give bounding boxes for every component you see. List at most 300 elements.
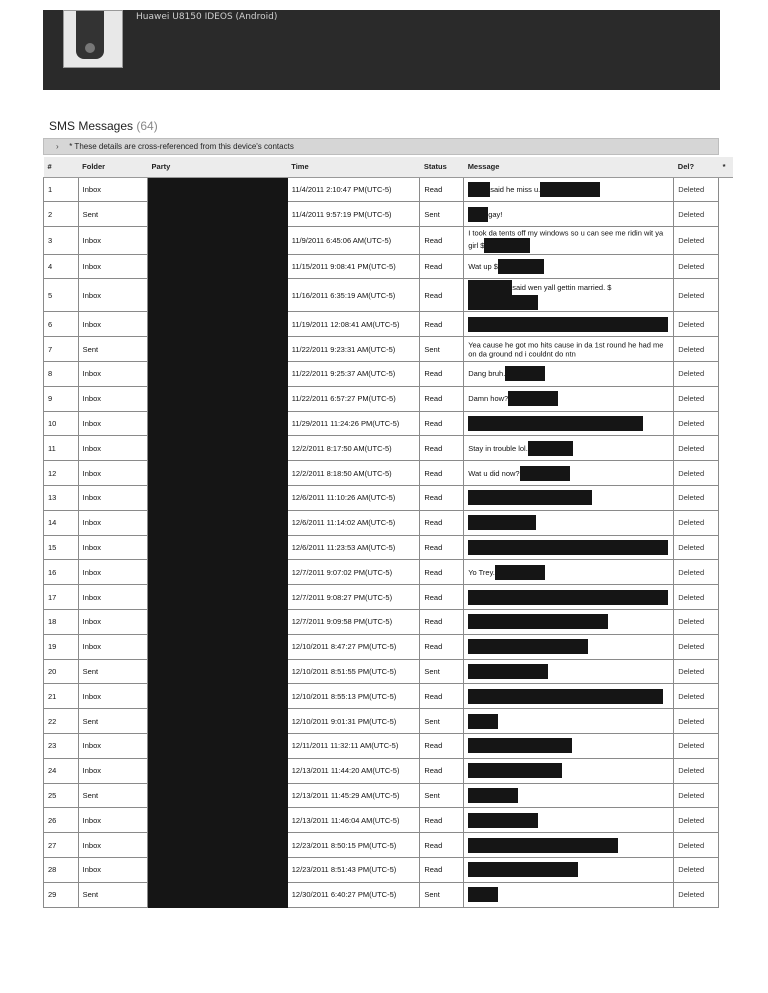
message-cell (464, 461, 674, 486)
message-cell (464, 279, 674, 312)
folder-cell: Inbox (78, 254, 147, 279)
party-cell-redacted (148, 684, 288, 709)
device-name: Huawei U8150 IDEOS (Android) (136, 12, 278, 22)
redaction-block (540, 182, 600, 197)
time-cell: 12/10/2011 8:47:27 PM(UTC-5) (287, 634, 420, 659)
table-row[interactable] (44, 279, 734, 312)
table-row[interactable] (44, 461, 734, 486)
deleted-cell: Deleted (674, 254, 719, 279)
redaction-block (468, 639, 588, 654)
time-cell: 12/2/2011 8:17:50 AM(UTC-5) (287, 436, 420, 461)
row-number: 14 (44, 510, 79, 535)
message-cell (464, 202, 674, 227)
status-cell: Read (420, 758, 464, 783)
status-cell: Read (420, 833, 464, 858)
message-cell (464, 684, 674, 709)
message-text: Damn how? (468, 394, 509, 404)
folder-cell: Inbox (78, 808, 147, 833)
row-number: 27 (44, 833, 79, 858)
column-header-message[interactable]: Message (464, 157, 674, 177)
deleted-cell: Deleted (674, 684, 719, 709)
folder-cell: Sent (78, 659, 147, 684)
party-cell-redacted (148, 362, 288, 387)
folder-cell: Inbox (78, 227, 147, 255)
row-scroll-gutter (719, 709, 733, 734)
message-cell (464, 634, 674, 659)
table-row[interactable] (44, 337, 734, 362)
message-cell (464, 857, 674, 882)
deleted-cell: Deleted (674, 659, 719, 684)
folder-cell: Sent (78, 709, 147, 734)
time-cell: 11/22/2011 6:57:27 PM(UTC-5) (287, 386, 420, 411)
party-cell-redacted (148, 485, 288, 510)
deleted-cell: Deleted (674, 808, 719, 833)
row-number: 7 (44, 337, 79, 362)
party-cell-redacted (148, 808, 288, 833)
row-number: 13 (44, 485, 79, 510)
deleted-cell: Deleted (674, 386, 719, 411)
message-text: Yea cause he got mo hits cause in da 1st round he had me on da ground nd i couldnt do ntn (468, 340, 664, 359)
deleted-cell: Deleted (674, 634, 719, 659)
row-number: 10 (44, 411, 79, 436)
message-cell (464, 659, 674, 684)
time-cell: 12/13/2011 11:45:29 AM(UTC-5) (287, 783, 420, 808)
deleted-cell: Deleted (674, 177, 719, 202)
expand-toggle-icon[interactable]: › (56, 142, 59, 151)
deleted-cell: Deleted (674, 709, 719, 734)
message-text: Dang bruh. (468, 369, 506, 379)
table-row[interactable] (44, 436, 734, 461)
redaction-block (468, 515, 536, 530)
table-row[interactable] (44, 634, 734, 659)
deleted-cell: Deleted (674, 585, 719, 610)
message-text: I took da tents off my windows so u can see me ridin wit ya girl $ (468, 228, 664, 250)
table-row[interactable] (44, 411, 734, 436)
time-cell: 12/13/2011 11:44:20 AM(UTC-5) (287, 758, 420, 783)
status-cell: Read (420, 436, 464, 461)
redaction-block (520, 466, 570, 481)
time-cell: 12/6/2011 11:14:02 AM(UTC-5) (287, 510, 420, 535)
row-number: 12 (44, 461, 79, 486)
redaction-block (468, 689, 663, 704)
time-cell: 12/10/2011 8:55:13 PM(UTC-5) (287, 684, 420, 709)
party-cell-redacted (148, 833, 288, 858)
party-cell-redacted (148, 279, 288, 312)
redaction-block (468, 540, 668, 555)
redaction-block (528, 441, 573, 456)
row-number: 19 (44, 634, 79, 659)
row-scroll-gutter (719, 882, 733, 907)
row-scroll-gutter (719, 609, 733, 634)
folder-cell: Inbox (78, 833, 147, 858)
row-number: 28 (44, 857, 79, 882)
message-cell (464, 808, 674, 833)
redaction-block (468, 280, 512, 295)
row-number: 9 (44, 386, 79, 411)
folder-cell: Inbox (78, 684, 147, 709)
device-header (43, 10, 720, 90)
time-cell: 12/6/2011 11:10:26 AM(UTC-5) (287, 485, 420, 510)
row-scroll-gutter (719, 312, 733, 337)
time-cell: 11/22/2011 9:25:37 AM(UTC-5) (287, 362, 420, 387)
message-cell (464, 362, 674, 387)
redaction-block (468, 788, 518, 803)
message-cell (464, 733, 674, 758)
time-cell: 12/7/2011 9:09:58 PM(UTC-5) (287, 609, 420, 634)
folder-cell: Inbox (78, 386, 147, 411)
row-number: 22 (44, 709, 79, 734)
party-cell-redacted (148, 634, 288, 659)
deleted-cell: Deleted (674, 609, 719, 634)
deleted-cell: Deleted (674, 783, 719, 808)
row-scroll-gutter (719, 659, 733, 684)
party-cell-redacted (148, 436, 288, 461)
column-header-folder[interactable]: Folder (78, 157, 147, 177)
row-number: 11 (44, 436, 79, 461)
message-cell (464, 833, 674, 858)
row-number: 23 (44, 733, 79, 758)
deleted-cell: Deleted (674, 485, 719, 510)
party-cell-redacted (148, 510, 288, 535)
row-scroll-gutter (719, 510, 733, 535)
row-number: 20 (44, 659, 79, 684)
time-cell: 12/7/2011 9:08:27 PM(UTC-5) (287, 585, 420, 610)
time-cell: 12/6/2011 11:23:53 AM(UTC-5) (287, 535, 420, 560)
table-row[interactable] (44, 362, 734, 387)
status-cell: Read (420, 362, 464, 387)
redaction-block (508, 391, 558, 406)
status-cell: Read (420, 461, 464, 486)
time-cell: 11/15/2011 9:08:41 PM(UTC-5) (287, 254, 420, 279)
status-cell: Sent (420, 709, 464, 734)
table-row[interactable] (44, 833, 734, 858)
table-row[interactable] (44, 684, 734, 709)
party-cell-redacted (148, 882, 288, 907)
party-cell-redacted (148, 177, 288, 202)
table-row[interactable] (44, 585, 734, 610)
deleted-cell: Deleted (674, 411, 719, 436)
message-count: (64) (136, 119, 158, 133)
party-cell-redacted (148, 254, 288, 279)
deleted-cell: Deleted (674, 733, 719, 758)
row-scroll-gutter (719, 436, 733, 461)
message-text: said wen yall gettin married. $ (512, 283, 612, 293)
deleted-cell: Deleted (674, 362, 719, 387)
table-row[interactable] (44, 535, 734, 560)
folder-cell: Inbox (78, 634, 147, 659)
row-scroll-gutter (719, 833, 733, 858)
status-cell: Read (420, 254, 464, 279)
row-number: 24 (44, 758, 79, 783)
column-header-party[interactable]: Party (148, 157, 288, 177)
status-cell: Sent (420, 659, 464, 684)
party-cell-redacted (148, 857, 288, 882)
table-row[interactable] (44, 808, 734, 833)
party-cell-redacted (148, 709, 288, 734)
folder-cell: Sent (78, 202, 147, 227)
folder-cell: Sent (78, 783, 147, 808)
party-cell-redacted (148, 202, 288, 227)
table-row[interactable] (44, 758, 734, 783)
redaction-block (495, 565, 545, 580)
deleted-cell: Deleted (674, 312, 719, 337)
redaction-block (484, 238, 530, 253)
row-number: 29 (44, 882, 79, 907)
deleted-cell: Deleted (674, 882, 719, 907)
time-cell: 11/16/2011 6:35:19 AM(UTC-5) (287, 279, 420, 312)
table-row[interactable] (44, 560, 734, 585)
message-cell (464, 337, 674, 362)
row-scroll-gutter (719, 202, 733, 227)
redaction-block (468, 590, 668, 605)
deleted-cell: Deleted (674, 510, 719, 535)
message-text: Wat u did now? (468, 468, 520, 478)
status-cell: Read (420, 386, 464, 411)
row-number: 3 (44, 227, 79, 255)
party-cell-redacted (148, 609, 288, 634)
column-header-status[interactable]: Status (420, 157, 464, 177)
time-cell: 11/19/2011 12:08:41 AM(UTC-5) (287, 312, 420, 337)
folder-cell: Inbox (78, 362, 147, 387)
message-cell (464, 436, 674, 461)
status-cell: Read (420, 411, 464, 436)
row-scroll-gutter (719, 857, 733, 882)
time-cell: 11/22/2011 9:23:31 AM(UTC-5) (287, 337, 420, 362)
time-cell: 12/10/2011 8:51:55 PM(UTC-5) (287, 659, 420, 684)
deleted-cell: Deleted (674, 833, 719, 858)
deleted-cell: Deleted (674, 436, 719, 461)
row-number: 8 (44, 362, 79, 387)
party-cell-redacted (148, 758, 288, 783)
message-text: Stay in trouble lol. (468, 443, 528, 453)
folder-cell: Sent (78, 882, 147, 907)
redaction-block (468, 614, 608, 629)
time-cell: 12/11/2011 11:32:11 AM(UTC-5) (287, 733, 420, 758)
table-row[interactable] (44, 857, 734, 882)
party-cell-redacted (148, 461, 288, 486)
folder-cell: Inbox (78, 609, 147, 634)
status-cell: Sent (420, 882, 464, 907)
column-header-number[interactable]: # (44, 157, 79, 177)
message-cell (464, 312, 674, 337)
row-scroll-gutter (719, 177, 733, 202)
row-scroll-gutter (719, 227, 733, 255)
party-cell-redacted (148, 783, 288, 808)
message-cell (464, 783, 674, 808)
column-header-sort[interactable]: * (719, 157, 733, 177)
redaction-block (468, 182, 490, 197)
cross-reference-note-text: * These details are cross-referenced from this device's contacts (69, 142, 294, 151)
redaction-block (468, 763, 562, 778)
status-cell: Read (420, 279, 464, 312)
redaction-block (468, 664, 548, 679)
redaction-block (468, 714, 498, 729)
table-row[interactable] (44, 485, 734, 510)
party-cell-redacted (148, 411, 288, 436)
phone-icon (76, 11, 104, 59)
status-cell: Read (420, 535, 464, 560)
status-cell: Read (420, 684, 464, 709)
folder-cell: Inbox (78, 485, 147, 510)
row-scroll-gutter (719, 411, 733, 436)
party-cell-redacted (148, 560, 288, 585)
message-cell (464, 560, 674, 585)
table-row[interactable] (44, 659, 734, 684)
deleted-cell: Deleted (674, 758, 719, 783)
deleted-cell: Deleted (674, 461, 719, 486)
message-cell (464, 585, 674, 610)
table-header-row (44, 157, 734, 177)
folder-cell: Inbox (78, 585, 147, 610)
row-number: 25 (44, 783, 79, 808)
message-text: said he miss u. (490, 184, 541, 194)
table-row[interactable] (44, 709, 734, 734)
redaction-block (468, 887, 498, 902)
message-cell (464, 535, 674, 560)
folder-cell: Inbox (78, 177, 147, 202)
status-cell: Read (420, 510, 464, 535)
redaction-block (468, 813, 538, 828)
status-cell: Read (420, 733, 464, 758)
row-scroll-gutter (719, 560, 733, 585)
party-cell-redacted (148, 659, 288, 684)
redaction-block (468, 838, 618, 853)
folder-cell: Inbox (78, 857, 147, 882)
folder-cell: Inbox (78, 758, 147, 783)
row-number: 18 (44, 609, 79, 634)
status-cell: Sent (420, 783, 464, 808)
party-cell-redacted (148, 227, 288, 255)
row-scroll-gutter (719, 254, 733, 279)
message-cell (464, 609, 674, 634)
deleted-cell: Deleted (674, 202, 719, 227)
column-header-time[interactable]: Time (287, 157, 420, 177)
time-cell: 12/7/2011 9:07:02 PM(UTC-5) (287, 560, 420, 585)
status-cell: Read (420, 485, 464, 510)
redaction-block (505, 366, 545, 381)
time-cell: 11/4/2011 2:10:47 PM(UTC-5) (287, 177, 420, 202)
folder-cell: Inbox (78, 411, 147, 436)
redaction-block (468, 416, 643, 431)
cross-reference-note[interactable] (43, 138, 719, 155)
row-scroll-gutter (719, 461, 733, 486)
table-row[interactable] (44, 386, 734, 411)
time-cell: 12/30/2011 6:40:27 PM(UTC-5) (287, 882, 420, 907)
time-cell: 11/4/2011 9:57:19 PM(UTC-5) (287, 202, 420, 227)
row-number: 15 (44, 535, 79, 560)
folder-cell: Inbox (78, 461, 147, 486)
status-cell: Sent (420, 202, 464, 227)
message-cell (464, 411, 674, 436)
status-cell: Read (420, 609, 464, 634)
folder-cell: Inbox (78, 279, 147, 312)
row-scroll-gutter (719, 808, 733, 833)
row-scroll-gutter (719, 279, 733, 312)
folder-cell: Inbox (78, 510, 147, 535)
message-text: gay! (488, 209, 503, 219)
deleted-cell: Deleted (674, 560, 719, 585)
message-cell (464, 882, 674, 907)
time-cell: 12/13/2011 11:46:04 AM(UTC-5) (287, 808, 420, 833)
table-row[interactable] (44, 882, 734, 907)
table-row[interactable] (44, 733, 734, 758)
message-cell (464, 485, 674, 510)
table-row[interactable] (44, 312, 734, 337)
row-scroll-gutter (719, 684, 733, 709)
message-cell (464, 227, 674, 255)
row-number: 16 (44, 560, 79, 585)
row-scroll-gutter (719, 758, 733, 783)
row-number: 1 (44, 177, 79, 202)
table-row[interactable] (44, 254, 734, 279)
status-cell: Read (420, 312, 464, 337)
redaction-block (468, 490, 592, 505)
column-header-deleted[interactable]: Del? (674, 157, 719, 177)
folder-cell: Inbox (78, 560, 147, 585)
party-cell-redacted (148, 733, 288, 758)
status-cell: Read (420, 177, 464, 202)
message-text: Wat up $ (468, 262, 498, 271)
sms-table-body (44, 177, 734, 907)
redaction-block (468, 295, 538, 310)
party-cell-redacted (148, 337, 288, 362)
redaction-block (468, 738, 572, 753)
row-scroll-gutter (719, 733, 733, 758)
party-cell-redacted (148, 312, 288, 337)
row-number: 17 (44, 585, 79, 610)
redaction-block (468, 862, 578, 877)
row-scroll-gutter (719, 783, 733, 808)
section-title (49, 119, 158, 133)
row-number: 21 (44, 684, 79, 709)
sms-messages-table (43, 157, 733, 908)
table-row[interactable] (44, 510, 734, 535)
status-cell: Read (420, 560, 464, 585)
time-cell: 12/2/2011 8:18:50 AM(UTC-5) (287, 461, 420, 486)
row-number: 6 (44, 312, 79, 337)
row-scroll-gutter (719, 337, 733, 362)
folder-cell: Inbox (78, 312, 147, 337)
deleted-cell: Deleted (674, 227, 719, 255)
table-row[interactable] (44, 783, 734, 808)
redaction-block (468, 207, 488, 222)
status-cell: Read (420, 585, 464, 610)
deleted-cell: Deleted (674, 337, 719, 362)
folder-cell: Inbox (78, 535, 147, 560)
message-text: Yo Trey. (468, 567, 495, 577)
table-row[interactable] (44, 177, 734, 202)
message-cell (464, 709, 674, 734)
table-row[interactable] (44, 609, 734, 634)
row-number: 5 (44, 279, 79, 312)
section-title-text: SMS Messages (49, 119, 134, 133)
time-cell: 12/10/2011 9:01:31 PM(UTC-5) (287, 709, 420, 734)
table-row[interactable] (44, 227, 734, 255)
row-scroll-gutter (719, 535, 733, 560)
party-cell-redacted (148, 535, 288, 560)
row-number: 2 (44, 202, 79, 227)
folder-cell: Inbox (78, 733, 147, 758)
time-cell: 12/23/2011 8:50:15 PM(UTC-5) (287, 833, 420, 858)
time-cell: 11/29/2011 11:24:26 PM(UTC-5) (287, 411, 420, 436)
status-cell: Sent (420, 337, 464, 362)
message-cell (464, 254, 674, 279)
status-cell: Read (420, 227, 464, 255)
table-row[interactable] (44, 202, 734, 227)
message-cell (464, 177, 674, 202)
party-cell-redacted (148, 585, 288, 610)
row-scroll-gutter (719, 634, 733, 659)
